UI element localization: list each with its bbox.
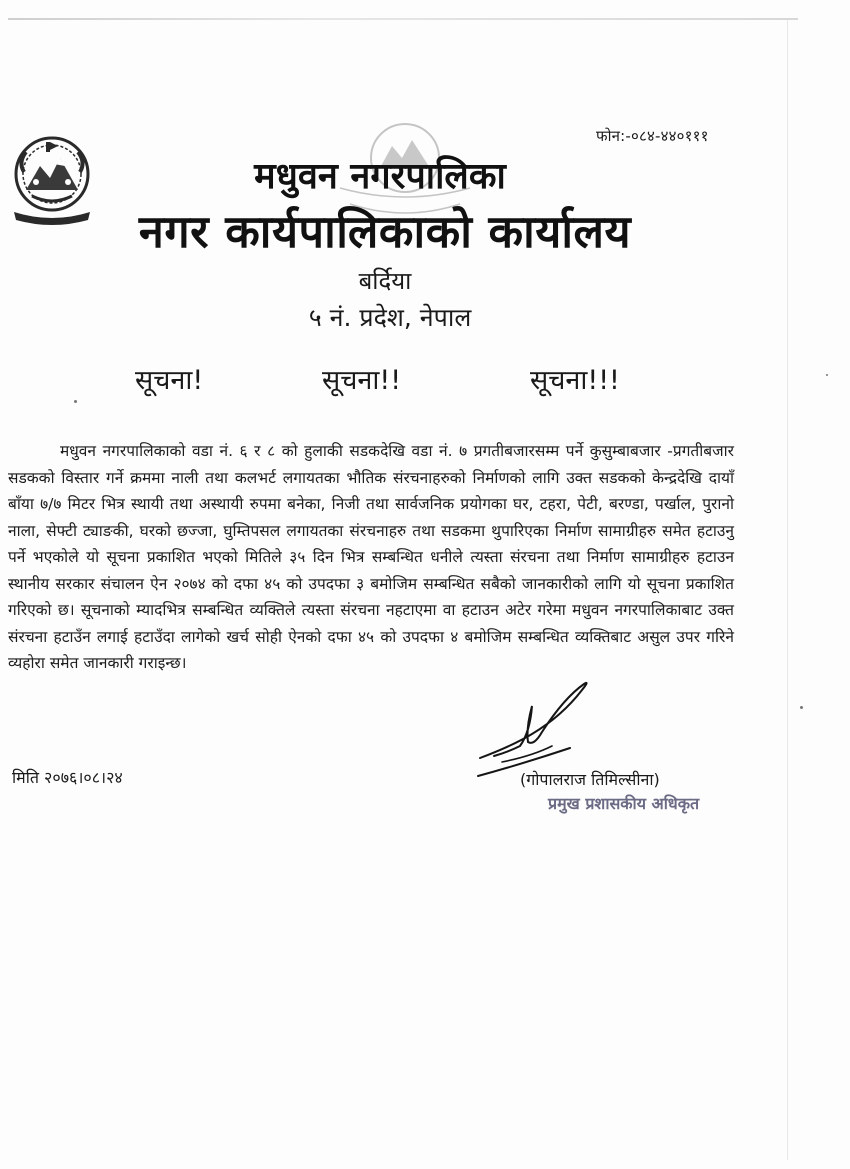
notice-heading: सूचना! — [135, 365, 204, 396]
scan-edge — [787, 20, 788, 1160]
office-name: नगर कार्यपालिकाको कार्यालय — [138, 205, 632, 258]
signer-title: प्रमुख प्रशासकीय अधिकृत — [548, 794, 700, 813]
notice-heading: सूचना!!! — [530, 365, 620, 396]
signer-name: (गोपालराज तिमिल्सीना) — [520, 770, 660, 789]
municipality-name: मधुवन नगरपालिका — [254, 156, 506, 197]
signature-icon — [472, 676, 602, 781]
notice-body: मधुवन नगरपालिकाको वडा नं. ६ र ८ को हुलाकी सडकदेखि वडा नं. ७ प्रगतीबजारसम्म पर्ने कुसुम्बाबजार -प्रगतीबजार सडकको विस्तार गर्ने क्रममा नाली तथा कलभर्ट लगायतका भौतिक संरचनाहरुको निर्माणको लागि उक्त सडकको केन्द्रदेखि दायाँ बाँया ७/७ मिटर भित्र स्थायी तथा अस्थायी रुपमा बनेका, निजी तथा सार्वजनिक प्रयोगका घर, टहरा, पेटी, बरण्डा, पर्खाल, पुरानो नाला, सेफ्टी ट्याङकी, घरको छज्जा, घुम्तिपसल लगायतका संरचनाहरु तथा सडकमा थुपारिएका निर्माण सामाग्रीहरु समेत हटाउनु पर्ने भएकोले यो सूचना प्रकाशित भएको मितिले ३५ दिन भित्र सम्बन्धित धनीले त्यस्ता संरचना तथा निर्माण सामाग्रीहरु हटाउन स्थानीय सरकार संचालन ऐन २०७४ को दफा ४५ को उपदफा ३ बमोजिम सम्बन्धित सबैको जानकारीको लागि यो सूचना प्रकाशित गरिएको छ। सूचनाको म्यादभित्र सम्बन्धित व्यक्तिले त्यस्ता संरचना नहटाएमा वा हटाउन अटेर गरेमा मधुवन नगरपालिकाबाट उक्त संरचना हटाउँन लगाई हटाउँदा लागेको खर्च सोही ऐनको दफा ४५ को उपदफा ४ बमोजिम सम्बन्धित व्यक्तिबाट असुल उपर गरिने व्यहोरा समेत जानकारी गराइन्छ। — [8, 442, 734, 672]
notice-heading: सूचना!! — [322, 365, 402, 396]
scan-speck — [826, 374, 828, 376]
office-phone: फोन:-०८४-४४०१११ — [596, 127, 709, 145]
scan-edge — [8, 18, 798, 20]
scan-speck — [800, 706, 803, 709]
district-name: बर्दिया — [358, 267, 412, 295]
notice-date: मिति २०७६।०८।२४ — [12, 768, 123, 787]
scan-speck — [74, 400, 77, 403]
province-name: ५ नं. प्रदेश, नेपाल — [308, 303, 472, 332]
